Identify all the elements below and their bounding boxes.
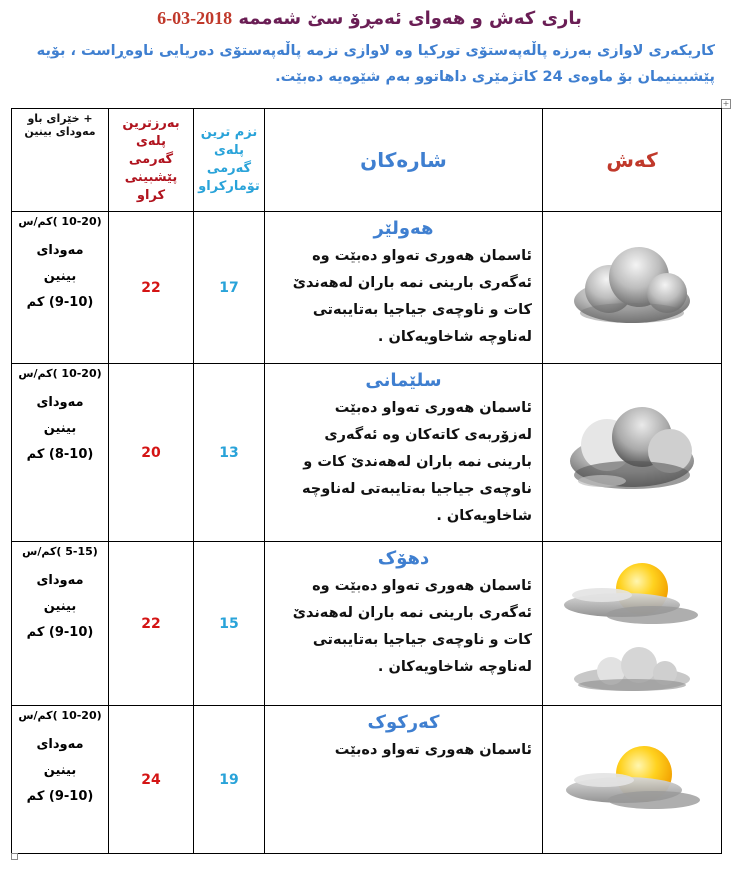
- wind-visibility-cell: (10-20 )کم/س مەودای بینین (8-10) کم: [12, 364, 109, 542]
- city-name: دهۆک: [377, 548, 430, 569]
- title-text: باری کەش و هەوای ئەمڕۆ سێ شەممە: [238, 8, 582, 29]
- max-temp: 24: [109, 706, 194, 854]
- header-row: [12, 109, 722, 212]
- wind-speed: (10-20 )کم/س: [18, 709, 102, 722]
- wind-speed: (5-15 )کم/س: [22, 545, 98, 558]
- city-forecast: [265, 706, 543, 854]
- header-wind-visibility: خێرای باو + مەودای بینین: [12, 109, 109, 212]
- wind-visibility-cell: (10-20 )کم/س مەودای بینین (9-10) کم: [12, 212, 109, 364]
- visibility-range: (9-10) کم: [26, 789, 94, 804]
- header-cities: شارەکان: [265, 109, 543, 212]
- cloud-icon: [567, 241, 697, 331]
- city-forecast: [265, 364, 543, 542]
- forecast-intro: کاریکەری لاوازی بەرزە پاڵەپەستۆی تورکیا وە لاوازی نزمە پاڵەپەستۆی دەریایی ناوەڕاست ، بۆیە پێشبینیمان بۆ ماوەی 24 کاتژمێری داهاتوو بەم شێوەیە دەبێت.: [36, 43, 715, 85]
- wind-speed: (10-20 )کم/س: [18, 367, 102, 380]
- city-name: کەرکوک: [367, 712, 440, 733]
- max-temp: 20: [109, 364, 194, 542]
- sun-cloud-icon: [562, 738, 702, 818]
- wind-speed: (10-20 )کم/س: [18, 215, 102, 228]
- forecast-description: ئاسمان هەوری تەواو دەبێت لەزۆربەی کاتەکان وە ئەگەری بارینی نمە باران لەهەندێ کات و ناوچەی جیاجیا بەتایبەتی لەناوچە شاخاویەکان .: [302, 400, 532, 524]
- forecast-description: ئاسمان هەوری تەواو دەبێت وە ئەگەری بارینی نمە باران لەهەندێ کات و ناوچەی جیاجیا بەتایبەتی لەناوچە شاخاویەکان .: [292, 578, 532, 675]
- min-temp: 17: [194, 212, 265, 364]
- sun-cloud-icon: [562, 559, 702, 629]
- visibility-range: (9-10) کم: [26, 625, 94, 640]
- title-date: 2018-03-6: [157, 8, 233, 28]
- table-resize-handle[interactable]: [11, 853, 18, 860]
- min-temp: 15: [194, 542, 265, 706]
- visibility-range: (8-10) کم: [26, 447, 94, 462]
- table-move-handle-icon[interactable]: +: [722, 99, 730, 108]
- cloud-icon: [567, 645, 697, 695]
- header-min-temp: نزم ترین پلەی گەرمی تۆمارکراو: [194, 109, 265, 212]
- storm-cloud-icon: [562, 401, 702, 501]
- page-title: [0, 8, 733, 29]
- city-name: هەولێر: [373, 218, 434, 239]
- table-row: [12, 542, 722, 706]
- max-temp: 22: [109, 212, 194, 364]
- forecast-table: [11, 108, 722, 854]
- min-temp: 13: [194, 364, 265, 542]
- header-max-temp: بەرزترین پلەی گەرمی پێشبینی کراو: [109, 109, 194, 212]
- table-row: [12, 706, 722, 854]
- city-forecast: [265, 542, 543, 706]
- header-weather: کەش: [543, 109, 722, 212]
- forecast-description: ئاسمان هەوری تەواو دەبێت وە ئەگەری بارینی نمە باران لەهەندێ کات و ناوچەی جیاجیا بەتایبەتی لەناوچە شاخاویەکان .: [292, 248, 532, 345]
- max-temp: 22: [109, 542, 194, 706]
- forecast-description: ئاسمان هەوری تەواو دەبێت: [334, 742, 532, 758]
- wind-visibility-cell: (5-15 )کم/س مەودای بینین (9-10) کم: [12, 542, 109, 706]
- city-name: سلێمانی: [365, 370, 442, 391]
- wind-visibility-cell: (10-20 )کم/س مەودای بینین (9-10) کم: [12, 706, 109, 854]
- table-row: [12, 364, 722, 542]
- visibility-range: (9-10) کم: [26, 295, 94, 310]
- table-row: [12, 212, 722, 364]
- min-temp: 19: [194, 706, 265, 854]
- city-forecast: [265, 212, 543, 364]
